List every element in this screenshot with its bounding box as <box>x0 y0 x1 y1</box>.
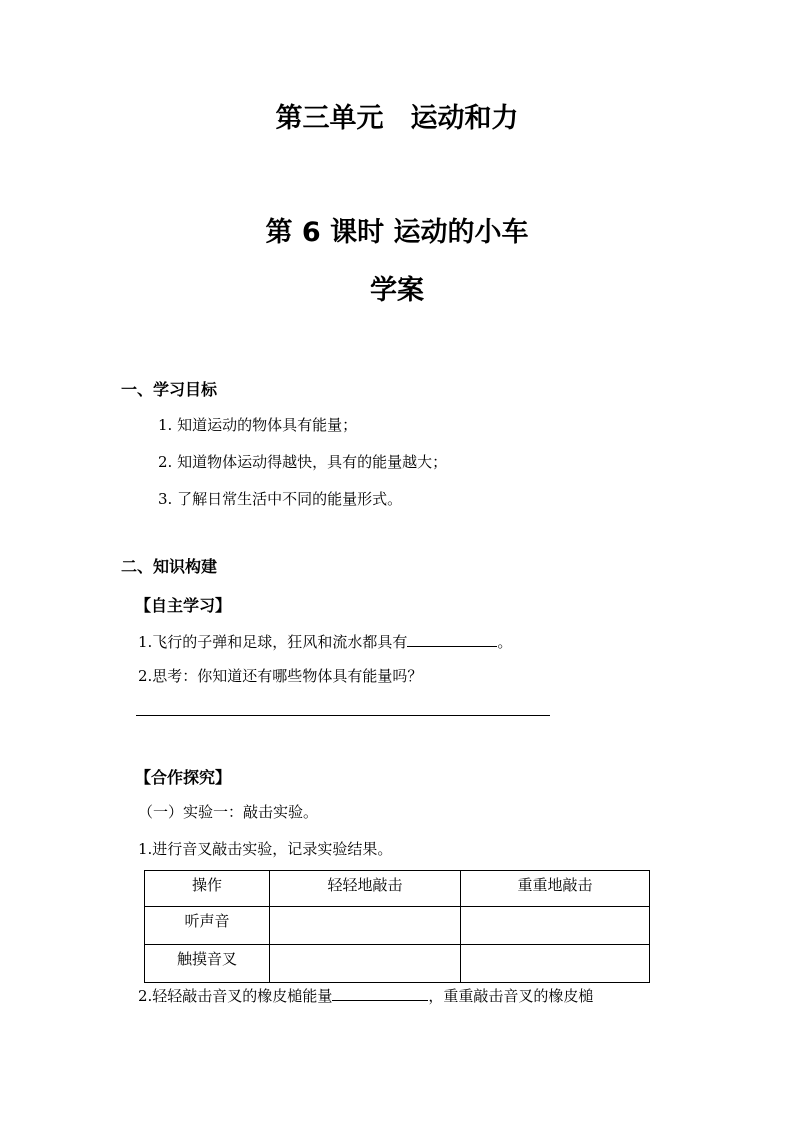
section1-heading: 一、学习目标 <box>121 380 218 399</box>
table-header-row <box>145 871 650 907</box>
goal-item: 2. 知道物体运动得越快，具有的能量越大； <box>158 453 448 471</box>
experiment-table <box>144 870 650 983</box>
lesson-title: 第 6 课时 运动的小车 <box>265 217 529 248</box>
goal-item: 1. 知道运动的物体具有能量； <box>158 416 358 434</box>
table-cell[interactable] <box>461 907 650 945</box>
question-2: 2.思考：你知道还有哪些物体具有能量吗？ <box>138 667 423 685</box>
section2-heading: 二、知识构建 <box>121 557 218 576</box>
goal-item: 3. 了解日常生活中不同的能量形式。 <box>158 490 403 508</box>
table-cell[interactable] <box>270 907 461 945</box>
experiment-title: （一）实验一：敲击实验。 <box>138 803 319 821</box>
table-row <box>145 907 650 945</box>
question-1 <box>138 631 512 652</box>
table-row-label: 听声音 <box>145 907 270 945</box>
table-row-label: 触摸音叉 <box>145 945 270 983</box>
table-header-cell: 轻轻地敲击 <box>270 871 461 907</box>
self-study-label: 【自主学习】 <box>135 596 232 615</box>
experiment-instruction: 1.进行音叉敲击实验，记录实验结果。 <box>138 840 393 858</box>
unit-title: 第三单元 运动和力 <box>275 103 519 134</box>
table-header-cell: 重重地敲击 <box>461 871 650 907</box>
table-header-cell: 操作 <box>145 871 270 907</box>
question-1-end: 。 <box>497 633 513 651</box>
table-cell[interactable] <box>461 945 650 983</box>
question-3-text: 2.轻轻敲击音叉的橡皮槌能量 <box>138 987 333 1005</box>
table-cell[interactable] <box>270 945 461 983</box>
answer-blank[interactable] <box>407 631 497 647</box>
cooperative-label: 【合作探究】 <box>135 768 232 787</box>
table-row <box>145 945 650 983</box>
doc-type-title: 学案 <box>370 275 424 306</box>
question-3 <box>138 985 593 1006</box>
answer-blank[interactable] <box>332 985 428 1001</box>
answer-line[interactable] <box>136 715 550 716</box>
question-3-end: ，重重敲击音叉的橡皮槌 <box>428 987 594 1005</box>
question-1-text: 1.飞行的子弹和足球，狂风和流水都具有 <box>138 633 408 651</box>
